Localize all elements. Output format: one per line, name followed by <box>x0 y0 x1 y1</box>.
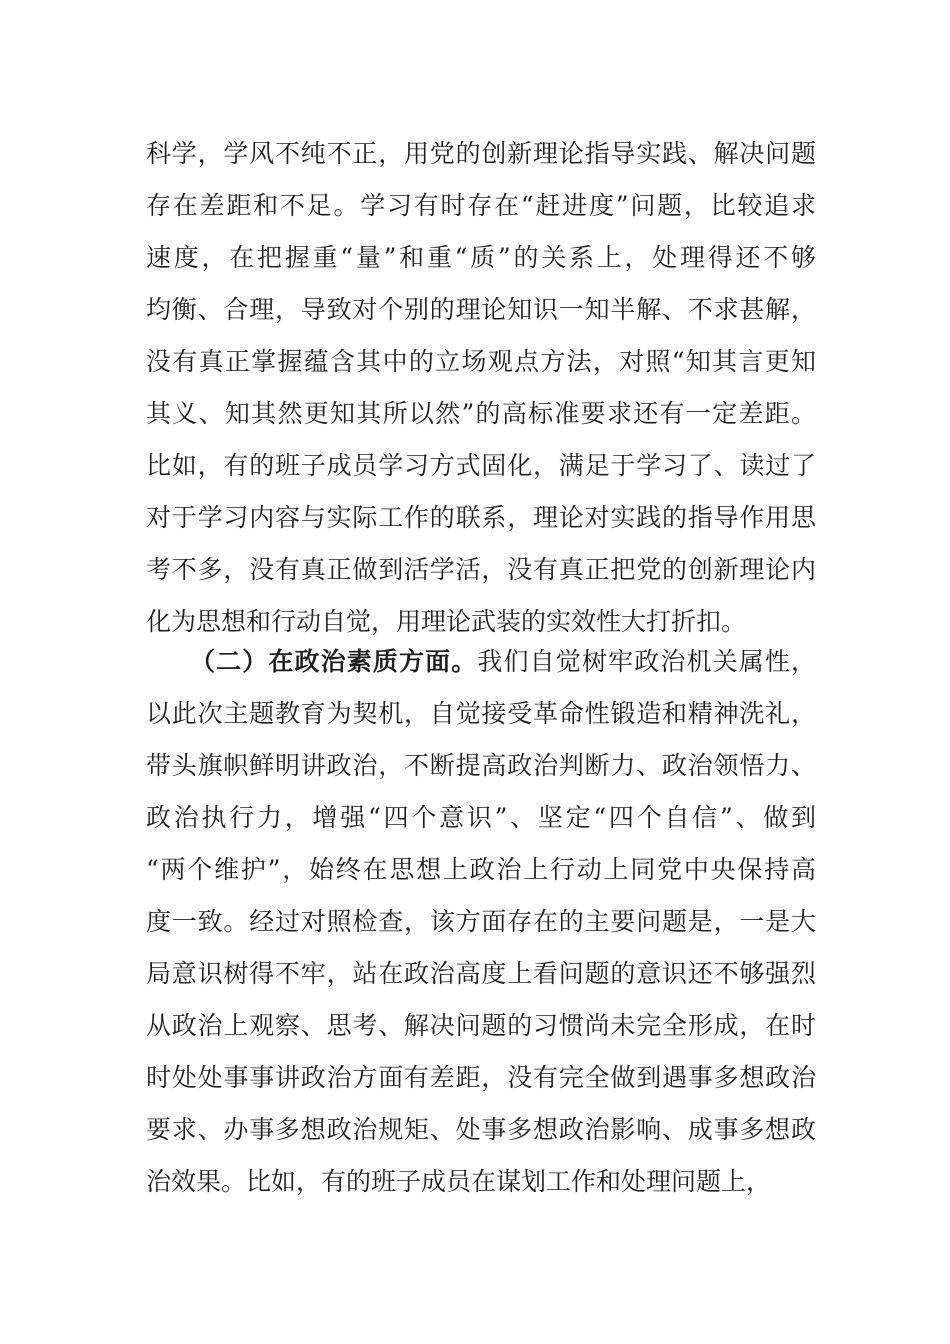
text-line: 存在差距和不足。学习有时存在“赶进度”问题，比较追求 <box>146 191 816 220</box>
text-line: 治效果。比如，有的班子成员在谋划工作和处理问题上， <box>146 1167 772 1196</box>
text-line: 以此次主题教育为契机，自觉接受革命性锻造和精神洗礼， <box>146 699 816 728</box>
text-line: 从政治上观察、思考、解决问题的习惯尚未完全形成，在时 <box>146 1011 816 1040</box>
text-line: 考不多，没有真正做到活学活，没有真正把党的创新理论内 <box>146 555 816 584</box>
text-line: 化为思想和行动自觉，用理论武装的实效性大打折扣。 <box>146 607 747 636</box>
text-line: 均衡、合理，导致对个别的理论知识一知半解、不求甚解， <box>146 295 816 324</box>
text-line: 带头旗帜鲜明讲政治，不断提高政治判断力、政治领悟力、 <box>146 751 816 780</box>
text-line: 时处处事事讲政治方面有差距，没有完全做到遇事多想政治 <box>146 1063 816 1092</box>
heading-line-text: 我们自觉树牢政治机关属性， <box>477 647 816 676</box>
text-line: 没有真正掌握蕴含其中的立场观点方法，对照“知其言更知 <box>146 347 816 376</box>
paragraph-political-quality <box>146 636 816 1208</box>
text-line: “两个维护”，始终在思想上政治上行动上同党中央保持高 <box>146 855 816 884</box>
paragraph-study-shortcomings <box>146 128 816 648</box>
text-line: 要求、办事多想政治规矩、处事多想政治影响、成事多想政 <box>146 1115 816 1144</box>
text-line: 局意识树得不牢，站在政治高度上看问题的意识还不够强烈 <box>146 959 816 988</box>
text-line: 比如，有的班子成员学习方式固化，满足于学习了、读过了 <box>146 451 816 480</box>
section-heading: （二）在政治素质方面。 <box>190 647 478 676</box>
text-line: 科学，学风不纯不正，用党的创新理论指导实践、解决问题 <box>146 139 816 168</box>
text-line: 对于学习内容与实际工作的联系，理论对实践的指导作用思 <box>146 503 816 532</box>
text-line: 政治执行力，增强“四个意识”、坚定“四个自信”、做到 <box>146 803 817 832</box>
text-line: 其义、知其然更知其所以然”的高标准要求还有一定差距。 <box>146 399 816 428</box>
text-line: 度一致。经过对照检查，该方面存在的主要问题是，一是大 <box>146 907 816 936</box>
text-line: 速度，在把握重“量”和重“质”的关系上，处理得还不够 <box>146 243 816 272</box>
text-line-with-heading <box>146 636 816 688</box>
